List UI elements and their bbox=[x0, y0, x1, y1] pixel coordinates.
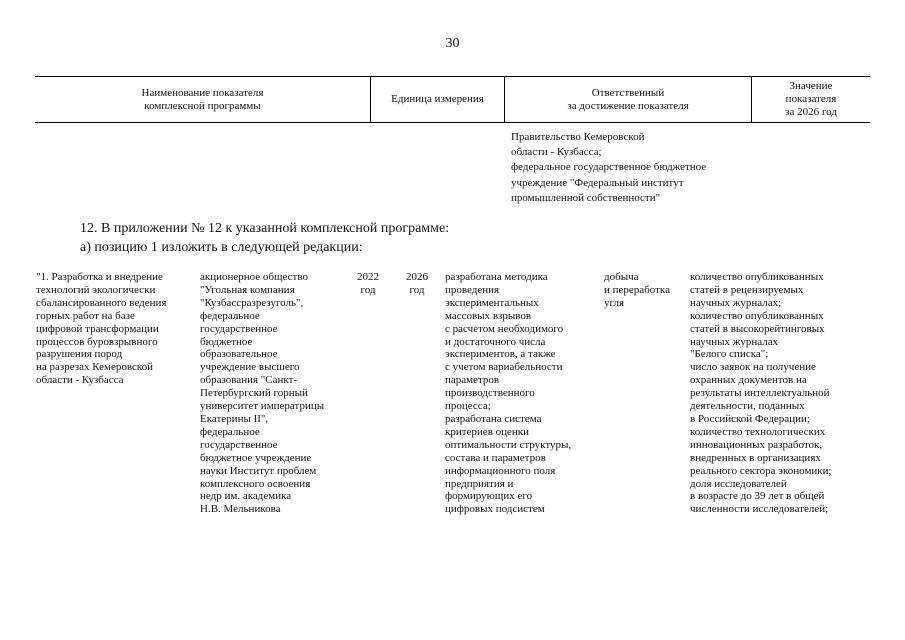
position-indicators: количество опубликованных статей в рецензируемых научных журналах; количество опубликованных статей в высокорейтинговых научных журналах "Белого списка"; число заявок на получение охранных документов на результаты интеллектуальной деятельности, поданных в Российской Федерации; количество технологических инновационных разработок, внедренных в организациях реального сектора экономики; доля исследователей в возрасте до 39 лет в общей численности исследователей; bbox=[690, 271, 832, 516]
position-executors: акционерное общество "Угольная компания "Кузбассразрезуголь", федеральное государственное бюджетное образовательное учреждение высшего образования "Санкт- Петербургский горный университет императрицы Екатерины II", федеральное государственное бюджетное учреждение науки Институт проблем комплексного освоения недр им. академика Н.В. Мельникова bbox=[200, 271, 325, 516]
header-value-2026: Значение показателя за 2026 год bbox=[785, 80, 837, 118]
paragraph-item-a: а) позицию 1 изложить в следующей редакции: bbox=[80, 240, 363, 255]
header-responsible: Ответственный за достижение показателя bbox=[567, 86, 689, 112]
position-results: разработана методика проведения экспериментальных массовых взрывов с расчетом необходимого и достаточного числа экспериментов, а также с учетом вариабельности параметров производственного процесса; разработана система критериев оценки оптимальности структуры, состава и параметров информационного поля предприятия и формирующих его цифровых подсистем bbox=[445, 271, 572, 516]
page-number: 30 bbox=[445, 36, 460, 51]
responsible-continuation: Правительство Кемеровской области - Кузбасса; федеральное государственное бюджетное учреждение "Федеральный институт промышленной собственности" bbox=[511, 131, 707, 204]
table-header-bottom-rule bbox=[35, 122, 870, 123]
header-indicator-name: Наименование показателя комплексной программы bbox=[141, 86, 264, 112]
paragraph-item-12: 12. В приложении № 12 к указанной комплексной программе: bbox=[80, 221, 450, 236]
position-field: добыча и переработка угля bbox=[604, 271, 670, 309]
header-unit: Единица измерения bbox=[391, 93, 484, 105]
position-end-year: 2026 год bbox=[406, 271, 428, 296]
position-start-year: 2022 год bbox=[357, 271, 379, 296]
position-name: "1. Разработка и внедрение технологий экологически сбалансированного ведения горных работ на базе цифровой трансформации процессов буровзрывного разрушения пород на разрезах Кемеровской области - Кузбасса bbox=[36, 271, 167, 387]
